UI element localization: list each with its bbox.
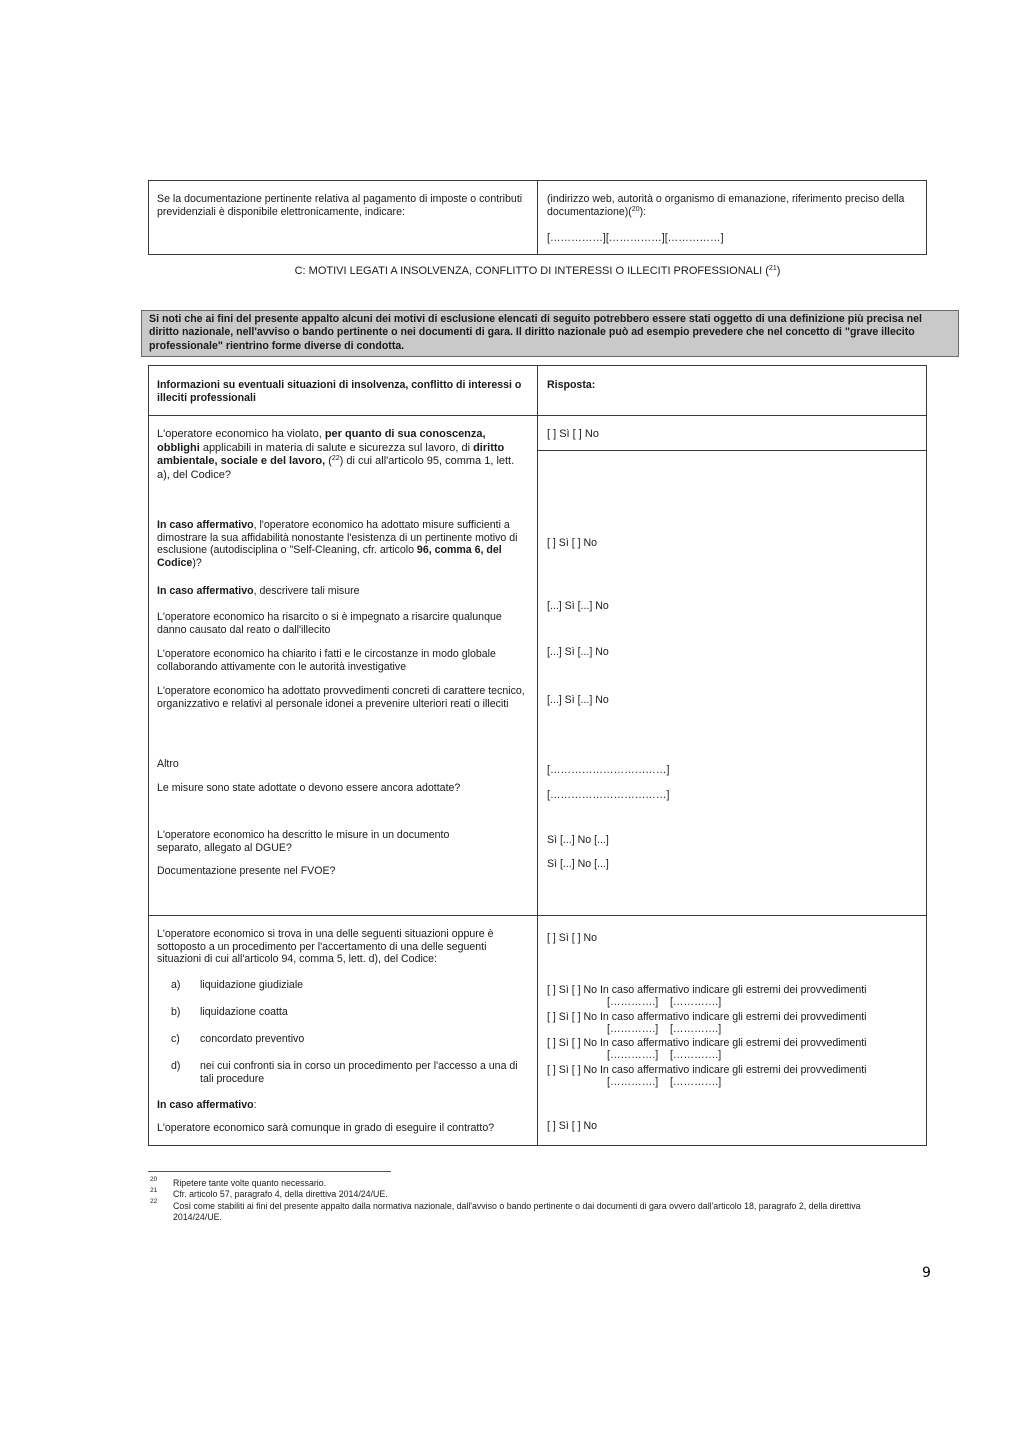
q1-text-a: L'operatore economico ha violato,	[157, 428, 325, 440]
q1-text-b: per quanto di sua conoscenza, obblighi	[157, 428, 486, 454]
list-item-letter: a)	[171, 979, 181, 991]
footnote-text: Cfr. articolo 57, paragrafo 4, della direttiva 2014/24/UE.	[173, 1189, 388, 1199]
q5-text-b: :	[253, 1099, 257, 1111]
dgue-answer[interactable]: Sì [...] No [...]	[547, 834, 609, 846]
tax-documentation-hint	[547, 193, 917, 218]
q2-text-c: 96, comma 6, del Codice	[157, 544, 502, 569]
q1-text-f: ) di cui all'articolo 95, comma 1, lett. a), del Codice?	[157, 455, 515, 481]
dgue-question: L'operatore economico ha descritto le misure in un documento separato, allegato al DGUE?	[157, 829, 450, 854]
footnote-separator	[148, 1171, 391, 1172]
altro-question: Le misure sono state adottate o devono essere ancora adottate?	[157, 782, 461, 794]
measure-answer[interactable]: [...] Sì [...] No	[547, 600, 609, 612]
section-c-title-text: C: MOTIVI LEGATI A INSOLVENZA, CONFLITTO DI INTERESSI O ILLECITI PROFESSIONALI (	[294, 265, 769, 277]
footnote-ref-21: 21	[768, 265, 777, 272]
hint-text: (indirizzo web, autorità o organismo di emanazione, riferimento preciso della documentazione)(	[547, 193, 905, 218]
item-d-fields[interactable]: [………….] [………….]	[607, 1076, 722, 1088]
item-d-answer[interactable]: [ ] Sì [ ] No In caso affermativo indicare gli estremi dei provvedimenti	[547, 1064, 867, 1076]
q5-contract-question: L'operatore economico sarà comunque in grado di eseguire il contratto?	[157, 1122, 495, 1134]
table-header-info: Informazioni su eventuali situazioni di insolvenza, conflitto di interessi o illeciti professionali	[157, 379, 522, 404]
q1-text-e: (	[325, 455, 332, 467]
q1-violations-question	[157, 428, 529, 482]
q3-describe-measures	[157, 585, 529, 598]
section-row-border	[148, 915, 927, 916]
list-item-text: concordato preventivo	[200, 1033, 305, 1045]
page-number: 9	[922, 1265, 931, 1281]
section-c-title	[148, 265, 927, 278]
q5-label	[157, 1099, 257, 1112]
q3-text-b: , descrivere tali misure	[253, 585, 360, 597]
item-a-answer[interactable]: [ ] Sì [ ] No In caso affermativo indicare gli estremi dei provvedimenti	[547, 984, 867, 996]
q1-text-d: diritto ambientale, sociale e del lavoro,	[157, 441, 505, 467]
tax-documentation-fields[interactable]: [……………][……………][……………]	[547, 232, 724, 244]
list-item-letter: b)	[171, 1006, 181, 1018]
tax-documentation-question: Se la documentazione pertinente relativa al pagamento di imposte o contributi previdenziali è disponibile elettronicamente, indicare:	[157, 193, 523, 218]
q2-text-b: , l'operatore economico ha adottato misure sufficienti a dimostrare la sua affidabilità nonostante l'esistenza di un pertinente motivo di esclusione (autodisciplina o "Self-Cleaning, cfr. articolo	[157, 519, 518, 557]
footnote-number: 20	[150, 1176, 158, 1183]
altro-field[interactable]: [……………………………]	[547, 764, 670, 776]
header-row-border	[148, 415, 927, 416]
footnote-ref-20: 20	[631, 205, 640, 213]
item-c-fields[interactable]: [………….] [………….]	[607, 1049, 722, 1061]
q4-insolvency-question: L'operatore economico si trova in una delle seguenti situazioni oppure è sottoposto a un procedimento per l'accertamento di una delle seguenti situazioni di cui all'articolo 94, comma 5, lett. d), del Codice:	[157, 928, 494, 966]
q5-text-a: In caso affermativo	[157, 1099, 254, 1111]
tax-box-divider	[537, 180, 538, 255]
q1-text-c: applicabili in materia di salute e sicurezza sul lavoro, di	[199, 441, 474, 454]
adopted-field[interactable]: [……………………………]	[547, 789, 670, 801]
footnote-number: 21	[150, 1187, 158, 1194]
item-c-answer[interactable]: [ ] Sì [ ] No In caso affermativo indicare gli estremi dei provvedimenti	[547, 1037, 867, 1049]
list-item-text: liquidazione coatta	[200, 1006, 288, 1018]
altro-label: Altro	[157, 758, 179, 770]
q2-self-cleaning-question	[157, 519, 529, 569]
measure-item: L'operatore economico ha risarcito o si è impegnato a risarcire qualunque danno causato dal reato o dall'illecito	[157, 611, 502, 636]
q5-answer[interactable]: [ ] Sì [ ] No	[547, 1120, 598, 1132]
q2-answer[interactable]: [ ] Sì [ ] No	[547, 537, 598, 549]
q1-answer[interactable]: [ ] Sì [ ] No	[547, 428, 599, 440]
q2-text-d: )?	[192, 556, 202, 569]
measure-answer[interactable]: [...] Sì [...] No	[547, 646, 609, 658]
answer-row-border	[537, 450, 927, 451]
item-b-fields[interactable]: [………….] [………….]	[607, 1023, 722, 1035]
footnote-text: Ripetere tante volte quanto necessario.	[173, 1178, 327, 1188]
list-item-text: nei cui confronti sia in corso un procedimento per l'accesso a una di tali procedure	[200, 1060, 518, 1085]
note-box: Si noti che ai fini del presente appalto alcuni dei motivi di esclusione elencati di seguito potrebbero essere stati oggetto di una definizione più precisa nel diritto nazionale, nell'avviso o bando pertinente o nei documenti di gara. Il diritto nazionale può ad esempio prevedere che nel concetto di "grave illecito professionale" rientrino forme diverse di condotta.	[141, 310, 959, 357]
hint-text-end: ):	[639, 205, 647, 218]
footnote-ref-22: 22	[331, 455, 340, 462]
footnote-text: Così come stabiliti ai fini del presente appalto dalla normativa nazionale, dall'avviso o bando pertinente o dai documenti di gara ovvero dall'articolo 18, paragrafo 2, della direttiva 2014/24/UE.	[173, 1201, 861, 1222]
measure-item: L'operatore economico ha adottato provvedimenti concreti di carattere tecnico, organizzativo e relativi al personale idonei a prevenire ulteriori reati o illeciti	[157, 685, 525, 710]
q4-answer[interactable]: [ ] Sì [ ] No	[547, 932, 598, 944]
section-c-title-end: )	[776, 265, 781, 277]
footnote-number: 22	[150, 1198, 158, 1205]
table-header-answer: Risposta:	[547, 379, 596, 391]
q3-text-a: In caso affermativo	[157, 585, 254, 597]
list-item-text: liquidazione giudiziale	[200, 979, 304, 991]
list-item-letter: c)	[171, 1033, 180, 1045]
fvoe-answer[interactable]: Sì [...] No [...]	[547, 858, 609, 870]
item-b-answer[interactable]: [ ] Sì [ ] No In caso affermativo indicare gli estremi dei provvedimenti	[547, 1011, 867, 1023]
measure-item: L'operatore economico ha chiarito i fatti e le circostanze in modo globale collaborando attivamente con le autorità investigative	[157, 648, 496, 673]
measure-answer[interactable]: [...] Sì [...] No	[547, 694, 609, 706]
item-a-fields[interactable]: [………….] [………….]	[607, 996, 722, 1008]
q2-text-a: In caso affermativo	[157, 519, 254, 531]
fvoe-question: Documentazione presente nel FVOE?	[157, 865, 336, 877]
main-table-divider	[537, 365, 538, 1146]
list-item-letter: d)	[171, 1060, 181, 1072]
